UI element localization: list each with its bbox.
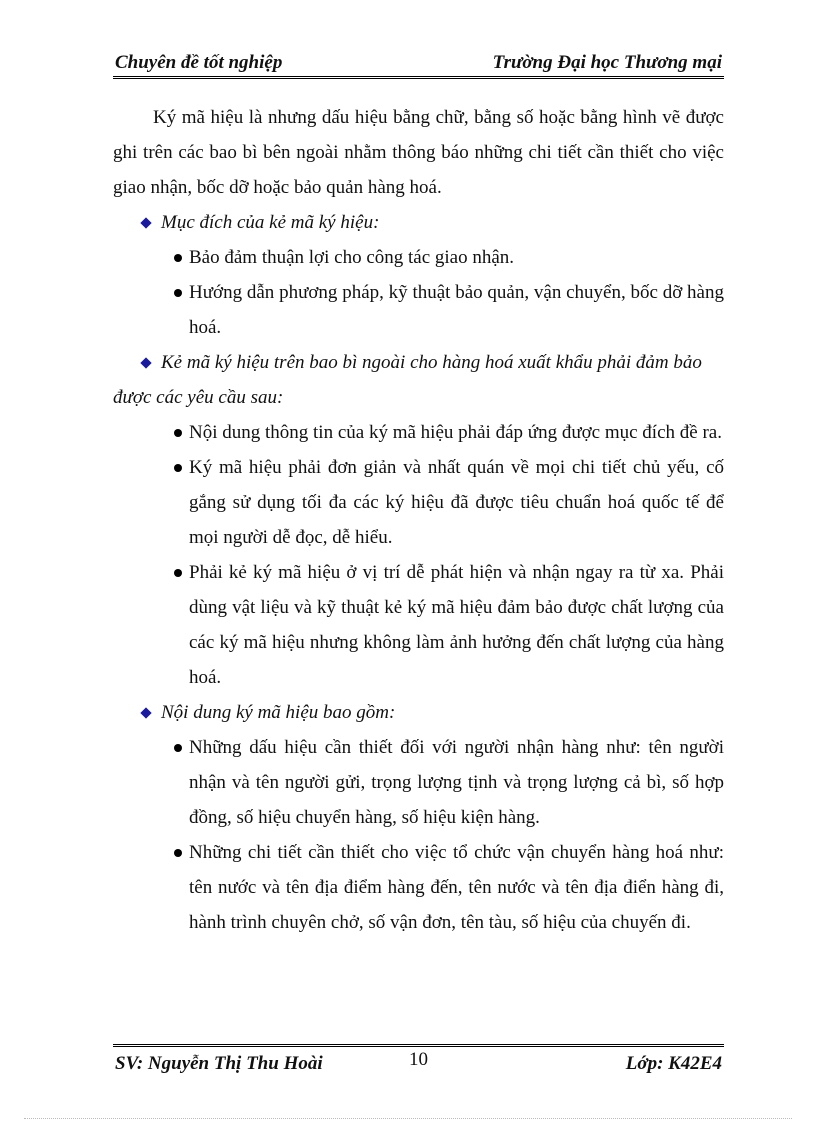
bullet-dot-icon [174, 849, 182, 857]
section-contents [113, 695, 724, 940]
bullet-dot-icon [174, 464, 182, 472]
footer-class: Lớp: K42E4 [625, 1053, 722, 1074]
list-item-text: Những chi tiết cần thiết cho việc tổ chức vận chuyển hàng hoá như: tên nước và tên địa điểm hàng đến, tên nước và tên địa điển hàng đi, hành trình chuyên chở, số vận đơn, tên tàu, số hiệu của chuyến đi. [189, 842, 724, 933]
bullet-list [113, 415, 724, 695]
header-document-title: Chuyên đề tốt nghiệp [115, 52, 283, 73]
diamond-bullet-icon [140, 357, 151, 368]
bullet-dot-icon [174, 744, 182, 752]
diamond-bullet-icon [140, 707, 151, 718]
section-purpose [113, 205, 724, 345]
footer-student-name: SV: Nguyễn Thị Thu Hoài [115, 1053, 323, 1074]
list-item-text: Nội dung thông tin của ký mã hiệu phải đáp ứng được mục đích đề ra. [189, 422, 722, 443]
page-body [113, 100, 724, 940]
bullet-dot-icon [174, 289, 182, 297]
section-heading-text: Nội dung ký mã hiệu bao gồm: [161, 702, 396, 723]
page-number: 10 [409, 1049, 428, 1070]
header-university: Trường Đại học Thương mại [492, 52, 722, 73]
list-item [113, 555, 724, 695]
list-item-text: Những dấu hiệu cần thiết đối với người nhận hàng như: tên người nhận và tên người gửi, trọng lượng tịnh và trọng lượng cả bì, số hợp đồng, số hiệu chuyển hàng, số hiệu kiện hàng. [189, 737, 724, 828]
diamond-bullet-icon [140, 217, 151, 228]
section-heading-text: Mục đích của kẻ mã ký hiệu: [161, 212, 380, 233]
page-footer [113, 1044, 724, 1077]
list-item-text: Ký mã hiệu phải đơn giản và nhất quán về mọi chi tiết chủ yếu, cố gắng sử dụng tối đa các ký hiệu đã được tiêu chuẩn hoá quốc tế để mọi người dễ đọc, dễ hiểu. [189, 457, 724, 548]
section-heading [113, 345, 724, 415]
bullet-dot-icon [174, 569, 182, 577]
bullet-dot-icon [174, 429, 182, 437]
list-item-text: Hướng dẫn phương pháp, kỹ thuật bảo quản, vận chuyển, bốc dỡ hàng hoá. [189, 282, 724, 338]
list-item [113, 275, 724, 345]
bullet-dot-icon [174, 254, 182, 262]
list-item [113, 730, 724, 835]
list-item [113, 450, 724, 555]
list-item [113, 240, 724, 275]
list-item-text: Phải kẻ ký mã hiệu ở vị trí dễ phát hiện và nhận ngay ra từ xa. Phải dùng vật liệu và kỹ thuật kẻ ký mã hiệu đảm bảo được chất lượng của các ký mã hiệu nhưng không làm ảnh hưởng đến chất lượng của hàng hoá. [189, 562, 724, 688]
list-item [113, 835, 724, 940]
list-item [113, 415, 724, 450]
section-heading [113, 205, 724, 240]
list-item-text: Bảo đảm thuận lợi cho công tác giao nhận. [189, 247, 515, 268]
bullet-list [113, 240, 724, 345]
page-header [113, 50, 724, 79]
section-requirements [113, 345, 724, 695]
intro-paragraph: Ký mã hiệu là nhưng dấu hiệu bằng chữ, bằng số hoặc bằng hình vẽ được ghi trên các bao bì bên ngoài nhằm thông báo những chi tiết cần thiết cho việc giao nhận, bốc dỡ hoặc bảo quản hàng hoá. [113, 107, 724, 198]
bullet-list [113, 730, 724, 940]
section-heading [113, 695, 724, 730]
page-bottom-divider [24, 1118, 792, 1119]
section-heading-text: Kẻ mã ký hiệu trên bao bì ngoài cho hàng hoá xuất khẩu phải đảm bảo được các yêu cầu sau: [113, 352, 702, 408]
